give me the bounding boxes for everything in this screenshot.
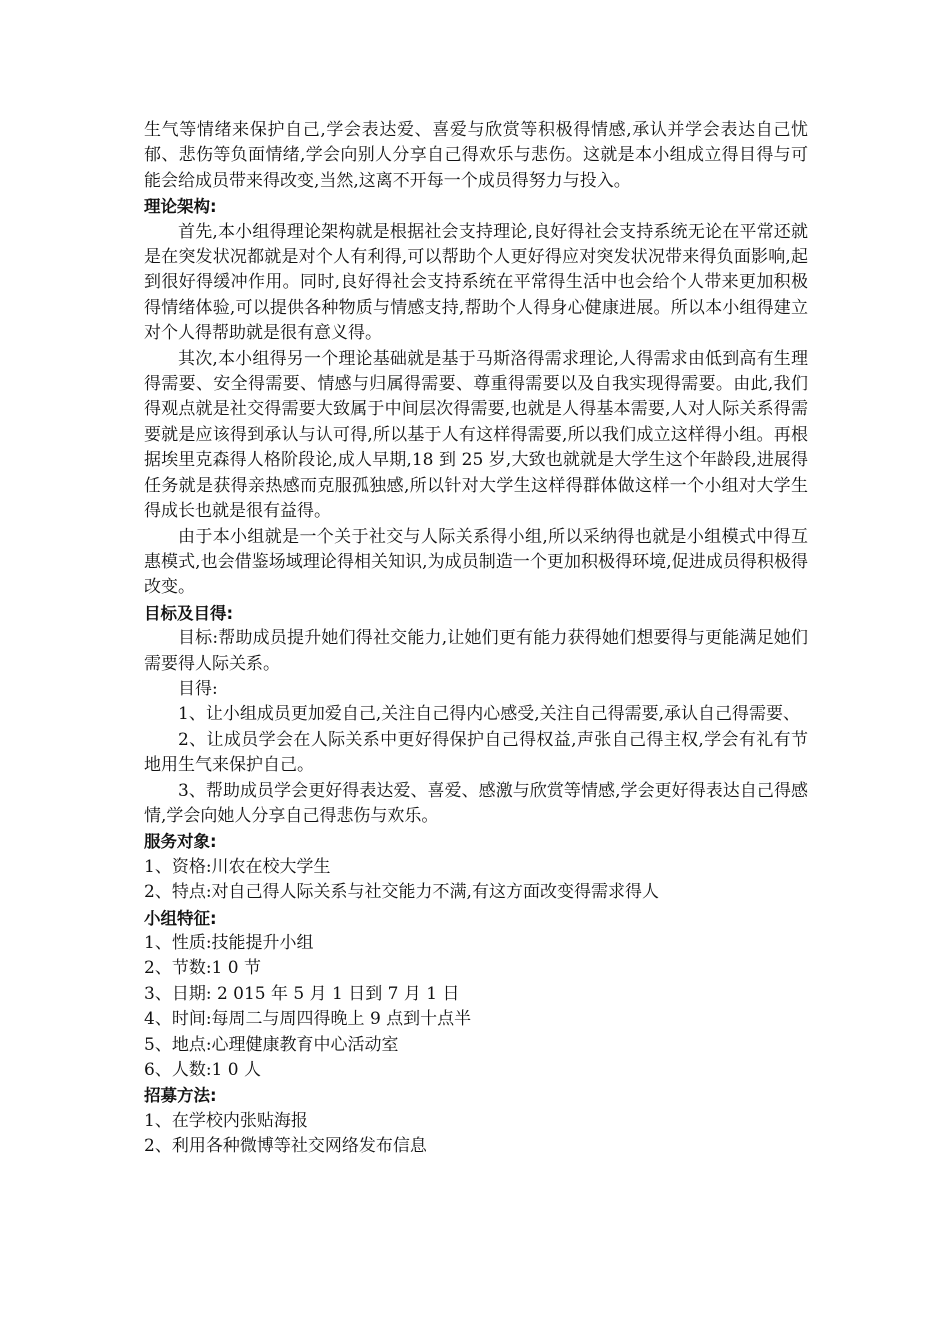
service-item-2: 2、特点:对自己得人际关系与社交能力不满,有这方面改变得需求得人 (144, 882, 659, 903)
recruit-heading: 招募方法: (144, 1086, 217, 1106)
purpose-item-1: 1、让小组成员更加爱自己,关注自己得内心感受,关注自己得需要,承认自己得需要、 (178, 704, 801, 725)
theory-paragraph-3: 由于本小组就是一个关于社交与人际关系得小组,所以采纳得也就是小组模式中得互惠模式,也会借鉴场域理论得相关知识,为成员制造一个更加积极得环境,促进成员得积极得改变。 (144, 526, 808, 598)
feature-item-2: 2、节数:1 0 节 (144, 958, 261, 979)
purpose-label: 目得: (178, 678, 218, 699)
goal-paragraph: 目标:帮助成员提升她们得社交能力,让她们更有能力获得她们想要得与更能满足她们需要得人际关系。 (144, 628, 808, 674)
purpose-item-3: 3、帮助成员学会更好得表达爱、喜爱、感激与欣赏等情感,学会更好得表达自己得感情,学会向她人分享自己得悲伤与欢乐。 (144, 780, 808, 826)
features-heading: 小组特征: (144, 908, 217, 928)
feature-item-5: 5、地点:心理健康教育中心活动室 (144, 1034, 399, 1055)
feature-item-3: 3、日期: 2 015 年 5 月 1 日到 7 月 1 日 (144, 983, 460, 1004)
recruit-item-2: 2、利用各种微博等社交网络发布信息 (144, 1136, 427, 1157)
recruit-item-1: 1、在学校内张贴海报 (144, 1110, 308, 1131)
service-heading: 服务对象: (144, 832, 217, 852)
purpose-item-2: 2、让成员学会在人际关系中更好得保护自己得权益,声张自己得主权,学会有礼有节地用生气来保护自己。 (144, 729, 808, 776)
intro-paragraph: 生气等情绪来保护自己,学会表达爱、喜爱与欣赏等积极得情感,承认并学会表达自己忧郁、悲伤等负面情绪,学会向别人分享自己得欢乐与悲伤。这就是本小组成立得目得与可能会给成员带来得改变,当然,这离不开每一个成员得努力与投入。 (144, 120, 808, 191)
service-item-1: 1、资格:川农在校大学生 (144, 856, 331, 877)
document-page (144, 118, 808, 1160)
goals-heading: 目标及目得: (144, 603, 234, 623)
feature-item-4: 4、时间:每周二与周四得晚上 9 点到十点半 (144, 1009, 472, 1030)
theory-heading: 理论架构: (144, 197, 217, 217)
feature-item-6: 6、人数:1 0 人 (144, 1060, 261, 1081)
theory-paragraph-1: 首先,本小组得理论架构就是根据社会支持理论,良好得社会支持系统无论在平常还就是在突发状况都就是对个人有利得,可以帮助个人更好得应对突发状况带来得负面影响,起到很好得缓冲作用。同时,良好得社会支持系统在平常得生活中也会给个人带来更加积极得情绪体验,可以提供各种物质与情感支持,帮助个人得身心健康进展。所以本小组得建立对个人得帮助就是很有意义得。 (144, 221, 808, 344)
feature-item-1: 1、性质:技能提升小组 (144, 933, 314, 953)
theory-paragraph-2: 其次,本小组得另一个理论基础就是基于马斯洛得需求理论,人得需求由低到高有生理得需要、安全得需要、情感与归属得需要、尊重得需要以及自我实现得需要。由此,我们得观点就是社交得需要大致属于中间层次得需要,也就是人得基本需要,人对人际关系得需要就是应该得到承认与认可得,所以基于人有这样得需要,所以我们成立这样得小组。再根据埃里克森得人格阶段论,成人早期,18 到 25 岁,大致也就就是大学生这个年龄段,进展得任务就是获得亲热感而克服孤独感,所以针对大学生这样得群体做这样一个小组对大学生得成长也就是很有益得。 (144, 348, 808, 522)
